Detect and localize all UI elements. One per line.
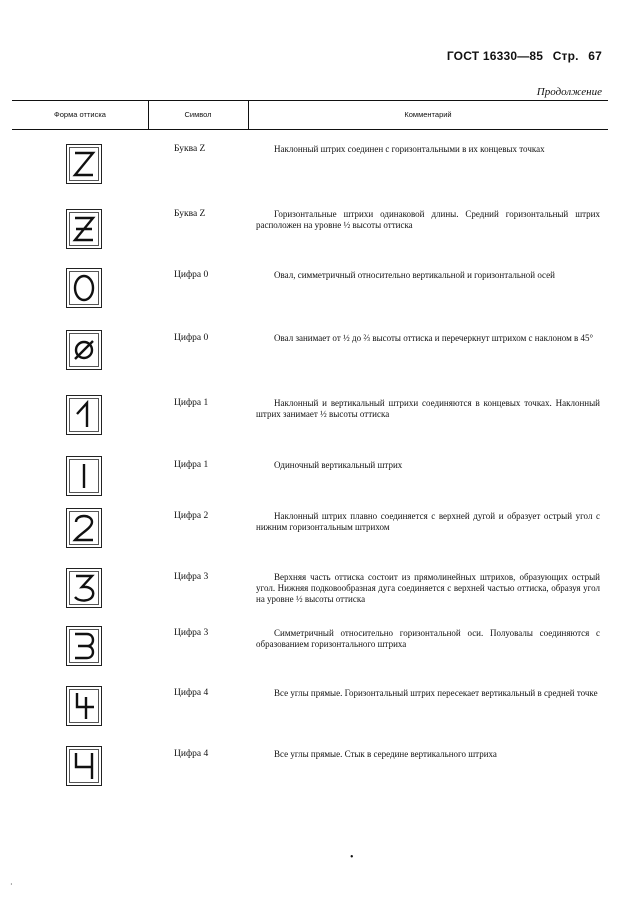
row-comment: Наклонный и вертикальный штрихи соединяются в концевых точках. Наклонный штрих занимает ½ высоты оттиска <box>256 398 600 419</box>
row-comment: Наклонный штрих плавно соединяется с верхней дугой и образует острый угол с нижним горизонтальным штрихом <box>256 511 600 532</box>
page-number: 67 <box>588 49 602 63</box>
row-comment: Горизонтальные штрихи одинаковой длины. Средний горизонтальный штрих расположен на уровне ½ высоты оттиска <box>256 209 600 230</box>
zero-slashed-icon <box>66 330 102 370</box>
row-symbol: Цифра 3 <box>174 572 209 582</box>
two-icon <box>66 508 102 548</box>
row-symbol: Цифра 0 <box>174 270 209 280</box>
row-symbol: Буква Z <box>174 209 206 219</box>
column-header-symbol: Символ <box>184 110 212 119</box>
row-comment: Все углы прямые. Стык в середине вертикального штриха <box>274 749 497 759</box>
standard-number: ГОСТ 16330—85 <box>446 49 544 63</box>
row-comment: Верхняя часть оттиска состоит из прямолинейных штрихов, образующих острый угол. Нижняя подковообразная дуга соединяется с верхней частью оттиска, образуя угол на уровне ½ высоты оттиска <box>256 572 600 604</box>
row-comment: Одиночный вертикальный штрих <box>274 460 403 470</box>
row-comment: Все углы прямые. Горизонтальный штрих пересекает вертикальный в средней точке <box>274 688 598 698</box>
three-round-icon <box>66 626 102 666</box>
row-symbol: Цифра 2 <box>174 511 209 521</box>
Z-crossed-icon <box>66 209 102 249</box>
row-comment: Наклонный штрих соединен с горизонтальными в их концевых точках <box>274 144 545 154</box>
Z-icon <box>66 144 102 184</box>
page-header <box>441 49 602 63</box>
four-open-icon <box>66 746 102 786</box>
zero-oval-icon <box>66 268 102 308</box>
page-label: Стр. <box>552 49 579 63</box>
print-mark: • <box>350 852 354 863</box>
row-comment: Овал, симметричный относительно вертикальной и горизонтальной осей <box>274 270 555 280</box>
row-symbol: Цифра 4 <box>174 749 209 759</box>
row-symbol: Буква Z <box>174 144 206 154</box>
row-symbol: Цифра 1 <box>174 460 209 470</box>
row-symbol: Цифра 1 <box>174 398 209 408</box>
one-flagged-icon <box>66 395 102 435</box>
table-header-rule <box>12 129 608 130</box>
row-comment: Симметричный относительно горизонтальной оси. Полуовалы соединяются с образованием горизонтального штриха <box>256 628 600 649</box>
column-header-form: Форма оттиска <box>54 110 106 119</box>
four-cross-icon <box>66 686 102 726</box>
continuation-label: Продолжение <box>536 86 602 98</box>
row-comment: Овал занимает от ½ до ⅔ высоты оттиска и перечеркнут штрихом с наклоном в 45° <box>274 333 594 343</box>
column-header-comment: Комментарий <box>404 110 452 119</box>
row-symbol: Цифра 0 <box>174 333 209 343</box>
three-flat-top-icon <box>66 568 102 608</box>
table-top-rule <box>12 100 608 101</box>
row-symbol: Цифра 4 <box>174 688 209 698</box>
row-symbol: Цифра 3 <box>174 628 209 638</box>
corner-mark: · <box>10 880 13 889</box>
one-plain-icon <box>66 456 102 496</box>
